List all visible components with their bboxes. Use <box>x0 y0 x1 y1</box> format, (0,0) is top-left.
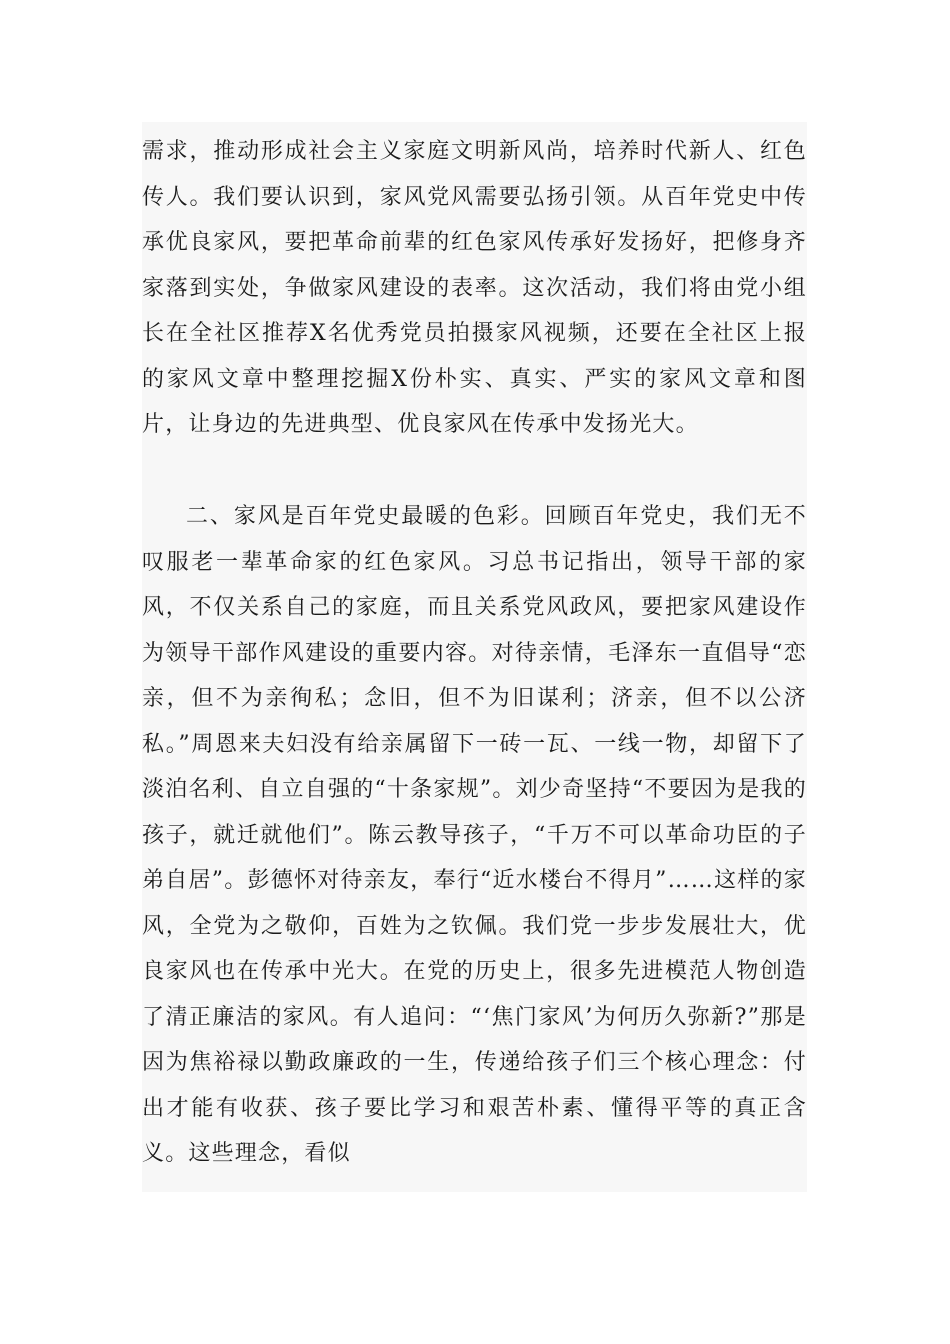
document-body <box>142 122 807 1192</box>
paragraph: 需求，推动形成社会主义家庭文明新风尚，培养时代新人、红色传人。我们要认识到，家风党风需要弘扬引领。从百年党史中传承优良家风，要把革命前辈的红色家风传承好发扬好，把修身齐家落到实处，争做家风建设的表率。这次活动，我们将由党小组长在全社区推荐X名优秀党员拍摄家风视频，还要在全社区上报的家风文章中整理挖掘X份朴实、真实、严实的家风文章和图片，让身边的先进典型、优良家风在传承中发扬光大。 <box>142 139 807 437</box>
paragraph: 二、家风是百年党史最暖的色彩。回顾百年党史，我们无不叹服老一辈革命家的红色家风。习总书记指出，领导干部的家风，不仅关系自己的家庭，而且关系党风政风，要把家风建设作为领导干部作风建设的重要内容。对待亲情，毛泽东一直倡导“恋亲，但不为亲徇私；念旧，但不为旧谋利；济亲，但不以公济私。”周恩来夫妇没有给亲属留下一砖一瓦、一线一物，却留下了淡泊名利、自立自强的“十条家规”。刘少奇坚持“不要因为是我的孩子，就迁就他们”。陈云教导孩子，“千万不可以革命功臣的子弟自居”。彭德怀对待亲友，奉行“近水楼台不得月”……这样的家风，全党为之敬仰，百姓为之钦佩。我们党一步步发展壮大，优良家风也在传承中光大。在党的历史上，很多先进模范人物创造了清正廉洁的家风。有人追问：“‘焦门家风’为何历久弥新?”那是因为焦裕禄以勤政廉政的一生，传递给孩子们三个核心理念：付出才能有收获、孩子要比学习和艰苦朴素、懂得平等的真正含义。这些理念，看似 <box>142 504 807 1166</box>
